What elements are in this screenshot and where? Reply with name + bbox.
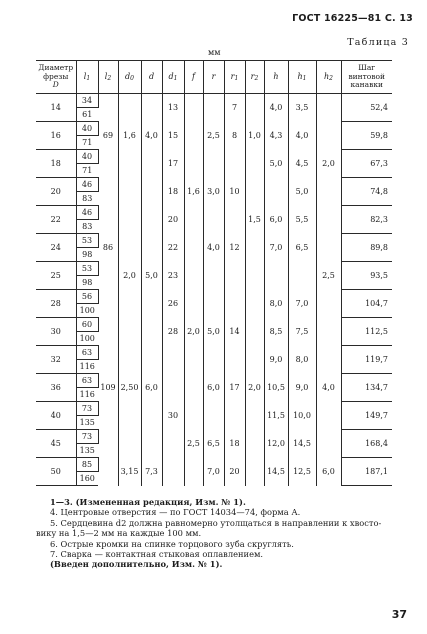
cell-f: 2,5: [184, 430, 203, 458]
cell-p: 93,5: [341, 262, 392, 290]
table-body: [36, 94, 392, 486]
table-row: [36, 374, 392, 388]
cell-r2: [245, 458, 264, 486]
cell-f: 1,6: [184, 178, 203, 206]
cell-l2: 109: [98, 374, 118, 402]
cell-h: 4,3: [264, 122, 288, 150]
note-core-line1: 5. Сердцевина d2 должна равномерно утолщаться в направлении к хвосто-: [50, 517, 382, 528]
cell-h: 9,0: [264, 346, 288, 374]
cell-h1: 12,5: [288, 458, 316, 486]
cell-D: 20: [36, 178, 76, 206]
cell-h: 5,0: [264, 150, 288, 178]
cell-d: [141, 150, 162, 178]
cell-l1-b: 160: [76, 472, 98, 486]
cell-r2: 1,5: [245, 206, 264, 234]
cell-r1: 7: [224, 94, 245, 122]
table-row: [36, 402, 392, 416]
cell-h2: 4,0: [316, 374, 341, 402]
cell-D: 25: [36, 262, 76, 290]
cell-p: 168,4: [341, 430, 392, 458]
cell-d: [141, 346, 162, 374]
note-welding: 7. Сварка — контактная стыковая оплавлением.: [50, 549, 264, 560]
header-r: r: [203, 61, 224, 94]
cell-l1-a: 53: [76, 234, 98, 248]
cell-D: 28: [36, 290, 76, 318]
table-row: [36, 430, 392, 444]
cell-d: 7,3: [141, 458, 162, 486]
cell-r: 4,0: [203, 234, 224, 262]
cell-h1: 6,5: [288, 234, 316, 262]
cell-d1: 18: [162, 178, 184, 206]
cell-d0: 2,50: [118, 374, 141, 402]
cell-r2: [245, 262, 264, 290]
cell-h: [264, 178, 288, 206]
document-header: ГОСТ 16225—81 С. 13: [292, 13, 413, 24]
cell-d0: [118, 402, 141, 430]
cell-h2: [316, 178, 341, 206]
table-header-row: [36, 61, 392, 94]
cell-l1-b: 71: [76, 136, 98, 150]
cell-h1: 10,0: [288, 402, 316, 430]
cell-r2: [245, 402, 264, 430]
cell-l1-a: 46: [76, 206, 98, 220]
cell-d0: [118, 206, 141, 234]
cell-d: [141, 178, 162, 206]
cell-r2: [245, 346, 264, 374]
cell-d: [141, 94, 162, 122]
cell-p: 82,3: [341, 206, 392, 234]
cell-r1: 17: [224, 374, 245, 402]
cell-p: 119,7: [341, 346, 392, 374]
cell-h1: 4,5: [288, 150, 316, 178]
cell-D: 45: [36, 430, 76, 458]
cell-l1-a: 85: [76, 458, 98, 472]
cell-D: 30: [36, 318, 76, 346]
cell-h: [264, 262, 288, 290]
cell-r: [203, 206, 224, 234]
header-d: d: [141, 61, 162, 94]
cell-h1: 9,0: [288, 374, 316, 402]
cell-h1: 7,5: [288, 318, 316, 346]
cell-h2: [316, 290, 341, 318]
cell-r1: 8: [224, 122, 245, 150]
cell-r1: 14: [224, 318, 245, 346]
cell-h2: [316, 94, 341, 122]
cell-d: [141, 290, 162, 318]
cell-h: 4,0: [264, 94, 288, 122]
cell-d1: 17: [162, 150, 184, 178]
cell-l2: 69: [98, 122, 118, 150]
table-row: [36, 234, 392, 248]
cell-d0: [118, 290, 141, 318]
cell-d0: [118, 318, 141, 346]
cell-d: [141, 234, 162, 262]
cell-l1-a: 60: [76, 318, 98, 332]
table-row: [36, 458, 392, 472]
cell-d: 5,0: [141, 262, 162, 290]
cell-h: 6,0: [264, 206, 288, 234]
cell-D: 22: [36, 206, 76, 234]
note-core-line2: вику на 1,5—2 мм на каждые 100 мм.: [36, 528, 202, 539]
cell-h2: [316, 122, 341, 150]
cell-p: 74,8: [341, 178, 392, 206]
header-d0: d0: [118, 61, 141, 94]
cell-r: 6,0: [203, 374, 224, 402]
header-h1: h1: [288, 61, 316, 94]
cell-l1-b: 116: [76, 360, 98, 374]
dimensions-table: [36, 60, 392, 486]
cell-h: 10,5: [264, 374, 288, 402]
cell-d0: [118, 150, 141, 178]
cell-d1: 23: [162, 262, 184, 290]
note-center-holes: 4. Центровые отверстия — по ГОСТ 14034—74, форма А.: [50, 507, 301, 518]
header-h: h: [264, 61, 288, 94]
cell-d0: [118, 346, 141, 374]
cell-l2: 86: [98, 234, 118, 262]
cell-r1: 18: [224, 430, 245, 458]
cell-f: [184, 94, 203, 122]
cell-d1: 15: [162, 122, 184, 150]
cell-f: [184, 374, 203, 402]
units-label: мм: [208, 48, 221, 57]
header-l2: l2: [98, 61, 118, 94]
cell-D: 50: [36, 458, 76, 486]
cell-d0: [118, 178, 141, 206]
cell-r: [203, 402, 224, 430]
cell-l1-b: 100: [76, 304, 98, 318]
cell-D: 16: [36, 122, 76, 150]
cell-l1-b: 116: [76, 388, 98, 402]
cell-p: 112,5: [341, 318, 392, 346]
cell-l1-a: 53: [76, 262, 98, 276]
cell-l2: [98, 262, 118, 290]
cell-p: 187,1: [341, 458, 392, 486]
cell-d0: [118, 94, 141, 122]
cell-d0: 3,15: [118, 458, 141, 486]
cell-l2: [98, 430, 118, 458]
table-row: [36, 122, 392, 136]
cell-D: 18: [36, 150, 76, 178]
cell-r1: [224, 206, 245, 234]
cell-f: [184, 290, 203, 318]
cell-h: 12,0: [264, 430, 288, 458]
cell-h2: [316, 318, 341, 346]
cell-r: 3,0: [203, 178, 224, 206]
cell-r1: [224, 262, 245, 290]
header-r2: r2: [245, 61, 264, 94]
cell-h1: [288, 262, 316, 290]
table-row: [36, 206, 392, 220]
cell-l1-b: 100: [76, 332, 98, 346]
note-introduced: (Введен дополнительно, Изм. № 1).: [50, 559, 223, 570]
cell-r1: [224, 290, 245, 318]
cell-d0: 1,6: [118, 122, 141, 150]
cell-h2: [316, 206, 341, 234]
cell-d1: [162, 430, 184, 458]
cell-l2: [98, 94, 118, 122]
cell-l1-a: 63: [76, 346, 98, 360]
cell-r2: [245, 290, 264, 318]
cell-l1-b: 135: [76, 444, 98, 458]
table-row: [36, 94, 392, 108]
cell-h1: 14,5: [288, 430, 316, 458]
cell-l1-b: 61: [76, 108, 98, 122]
cell-l2: [98, 150, 118, 178]
cell-l1-a: 40: [76, 150, 98, 164]
cell-l2: [98, 318, 118, 346]
cell-d1: 30: [162, 402, 184, 430]
cell-l2: [98, 346, 118, 374]
cell-d: [141, 206, 162, 234]
cell-r: [203, 290, 224, 318]
note-amendment: 1—3. (Измененная редакция, Изм. № 1).: [50, 497, 246, 507]
cell-p: 149,7: [341, 402, 392, 430]
cell-h2: [316, 430, 341, 458]
cell-r1: [224, 346, 245, 374]
cell-d1: [162, 458, 184, 486]
cell-r: [203, 94, 224, 122]
cell-l1-b: 135: [76, 416, 98, 430]
cell-r: 7,0: [203, 458, 224, 486]
cell-h2: 2,0: [316, 150, 341, 178]
cell-l1-a: 63: [76, 374, 98, 388]
cell-r: 5,0: [203, 318, 224, 346]
cell-d1: [162, 374, 184, 402]
cell-h1: 3,5: [288, 94, 316, 122]
cell-p: 52,4: [341, 94, 392, 122]
cell-l1-b: 83: [76, 220, 98, 234]
cell-l2: [98, 402, 118, 430]
header-diameter: Диаметр фрезы D: [36, 61, 76, 94]
page-number: 37: [391, 608, 407, 621]
cell-h2: [316, 346, 341, 374]
notes-block: [36, 497, 396, 570]
cell-h2: 2,5: [316, 262, 341, 290]
cell-l1-b: 98: [76, 276, 98, 290]
cell-r2: [245, 234, 264, 262]
cell-D: 14: [36, 94, 76, 122]
cell-d0: [118, 430, 141, 458]
cell-p: 89,8: [341, 234, 392, 262]
cell-h: 8,0: [264, 290, 288, 318]
cell-r: 6,5: [203, 430, 224, 458]
cell-d: 6,0: [141, 374, 162, 402]
note-sharp-edges: 6. Острые кромки на спинке торцового зуба скруглять.: [50, 538, 294, 549]
cell-h: 11,5: [264, 402, 288, 430]
cell-f: [184, 150, 203, 178]
cell-d1: 28: [162, 318, 184, 346]
header-h2: h2: [316, 61, 341, 94]
table-row: [36, 262, 392, 276]
cell-d1: 22: [162, 234, 184, 262]
cell-D: 32: [36, 346, 76, 374]
cell-d1: [162, 346, 184, 374]
cell-l1-a: 34: [76, 94, 98, 108]
cell-f: [184, 402, 203, 430]
cell-d: [141, 430, 162, 458]
cell-f: [184, 458, 203, 486]
cell-f: [184, 122, 203, 150]
cell-p: 67,3: [341, 150, 392, 178]
cell-r2: 2,0: [245, 374, 264, 402]
cell-l1-a: 40: [76, 122, 98, 136]
cell-d0: 2,0: [118, 262, 141, 290]
cell-r1: [224, 402, 245, 430]
cell-l2: [98, 458, 118, 486]
cell-r1: [224, 150, 245, 178]
cell-r: [203, 150, 224, 178]
cell-d: [141, 318, 162, 346]
cell-D: 24: [36, 234, 76, 262]
cell-d: [141, 402, 162, 430]
cell-h: 7,0: [264, 234, 288, 262]
cell-h2: 6,0: [316, 458, 341, 486]
cell-d1: 26: [162, 290, 184, 318]
cell-p: 104,7: [341, 290, 392, 318]
cell-d1: 20: [162, 206, 184, 234]
cell-h2: [316, 234, 341, 262]
header-r1: r1: [224, 61, 245, 94]
cell-f: 2,0: [184, 318, 203, 346]
cell-l2: [98, 290, 118, 318]
cell-h2: [316, 402, 341, 430]
cell-r: [203, 262, 224, 290]
header-l1: l1: [76, 61, 98, 94]
cell-l2: [98, 206, 118, 234]
cell-l1-b: 98: [76, 248, 98, 262]
cell-p: 59,8: [341, 122, 392, 150]
table-row: [36, 290, 392, 304]
table-row: [36, 150, 392, 164]
cell-d0: [118, 234, 141, 262]
header-helix-pitch: Шаг винтовой канавки: [341, 61, 392, 94]
cell-h1: 5,0: [288, 178, 316, 206]
cell-r2: [245, 178, 264, 206]
cell-h1: 4,0: [288, 122, 316, 150]
cell-f: [184, 206, 203, 234]
cell-r: [203, 346, 224, 374]
cell-D: 40: [36, 402, 76, 430]
table-title: Таблица 3: [347, 37, 409, 48]
cell-r1: 12: [224, 234, 245, 262]
cell-l1-a: 56: [76, 290, 98, 304]
cell-l1-a: 73: [76, 430, 98, 444]
cell-h1: 7,0: [288, 290, 316, 318]
cell-D: 36: [36, 374, 76, 402]
cell-f: [184, 262, 203, 290]
header-d1: d1: [162, 61, 184, 94]
cell-f: [184, 234, 203, 262]
cell-r: 2,5: [203, 122, 224, 150]
cell-l2: [98, 178, 118, 206]
cell-r2: [245, 430, 264, 458]
table-row: [36, 318, 392, 332]
cell-h: 8,5: [264, 318, 288, 346]
cell-l1-a: 73: [76, 402, 98, 416]
header-f: f: [184, 61, 203, 94]
cell-h: 14,5: [264, 458, 288, 486]
cell-f: [184, 346, 203, 374]
cell-r1: 10: [224, 178, 245, 206]
cell-p: 134,7: [341, 374, 392, 402]
cell-l1-b: 71: [76, 164, 98, 178]
cell-r2: 1,0: [245, 122, 264, 150]
cell-h1: 5,5: [288, 206, 316, 234]
cell-l1-a: 46: [76, 178, 98, 192]
cell-r2: [245, 150, 264, 178]
cell-r2: [245, 318, 264, 346]
cell-r1: 20: [224, 458, 245, 486]
table-row: [36, 178, 392, 192]
cell-l1-b: 83: [76, 192, 98, 206]
cell-d: 4,0: [141, 122, 162, 150]
cell-d1: 13: [162, 94, 184, 122]
table-row: [36, 346, 392, 360]
cell-r2: [245, 94, 264, 122]
cell-h1: 8,0: [288, 346, 316, 374]
